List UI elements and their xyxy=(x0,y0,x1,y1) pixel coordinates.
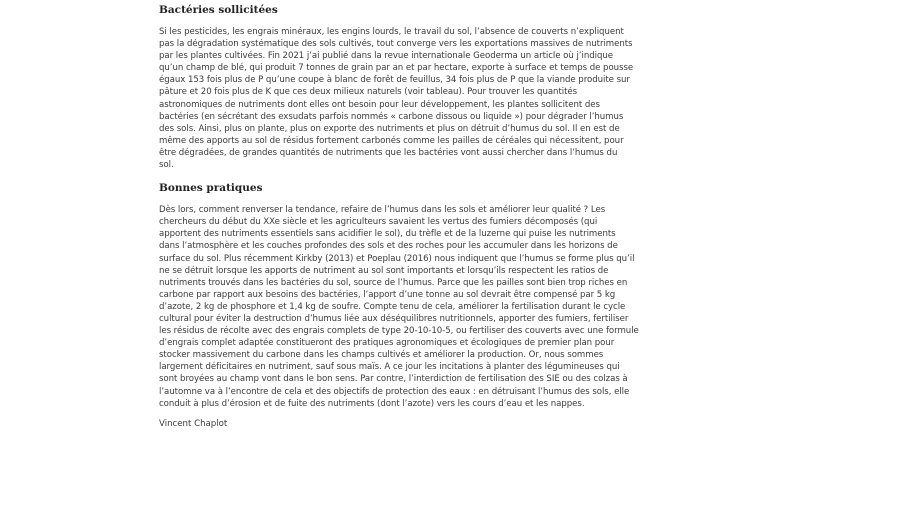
text-line: être dégradées, de grandes quantités de nutriments que les bactéries vont aussi chercher dans l’humus du xyxy=(159,147,618,158)
paragraph-bonnes-pratiques xyxy=(159,204,704,410)
section-spacer xyxy=(159,171,704,178)
text-line: égaux 153 fois plus de P qu’une coupe à blanc de forêt de feuillus, 34 fois plus de P que la viande produite sur xyxy=(159,75,630,86)
text-line: ne se détruit lorsque les apports de nutriment au sol sont importants et lorsqu’ils respectent les ratios de xyxy=(159,265,609,276)
text-line: qu’un champ de blé, qui produit 7 tonnes de grain par an et par hectare, exporte à surface et temps de pousse xyxy=(159,63,634,74)
text-line: pâture et 20 fois plus de K que ces deux milieux naturels (voir tableau). Pour trouver les quantités xyxy=(159,87,578,98)
text-line: Dès lors, comment renverser la tendance, refaire de l’humus dans les sols et améliorer leur qualité ? Les xyxy=(159,205,606,216)
text-line: l’automne va à l’encontre de cela et des objectifs de protection des eaux : en détruisant l’humus des sols, elle xyxy=(159,386,630,397)
text-line: bactéries (en sécrétant des exsudats parfois nommés « carbone dissous ou liquide ») pour dégrader l’humus xyxy=(159,111,624,122)
text-line: carbone par rapport aux besoins des bactéries, l’apport d’une tonne au sol devrait être compensé par 5 kg xyxy=(159,289,616,300)
text-line: des sols. Ainsi, plus on plante, plus on exporte des nutriments et plus on détruit d’humus du sol. Il en est de xyxy=(159,123,620,134)
text-line: sol. xyxy=(159,160,174,171)
text-line: conduit à plus d’érosion et de fuite des nutriments (dont l’azote) vers les cours d’eau et les nappes. xyxy=(159,398,585,409)
paragraph-bacteries xyxy=(159,26,704,171)
text-line: astronomiques de nutriments dont elles ont besoin pour leur développement, les plantes sollicitent des xyxy=(159,99,600,110)
text-line: dans l’atmosphère et les couches profondes des sols et des roches pour les accumuler dans les horizons de xyxy=(159,241,618,252)
text-line: les résidus de récolte avec des engrais complets de type 20-10-10-5, ou fertiliser des couverts avec une formule xyxy=(159,326,639,337)
text-line: d’azote, 2 kg de phosphore et 1,4 kg de soufre. Compte tenu de cela, améliorer la fertilisation durant le cycle xyxy=(159,301,626,312)
text-line: surface du sol. Plus récemment Kirkby (2013) et Poeplau (2016) nous indiquent que l’humus se forme plus qu’il xyxy=(159,253,635,264)
article-column xyxy=(159,0,704,430)
section-heading-bonnes-pratiques: Bonnes pratiques xyxy=(159,182,263,195)
text-line: nutriments trouvés dans les bactéries du sol, source de l’humus. Parce que les pailles sont bien trop riches en xyxy=(159,277,628,288)
text-line: chercheurs du début du XXe siècle et les agriculteurs savaient les vertus des fumiers décomposés (qui xyxy=(159,217,598,228)
section-heading-bacteries: Bactéries sollicitées xyxy=(159,4,278,16)
text-line: cultural pour éviter la destruction d’humus liée aux déséquilibres nutritionnels, apporter des fumiers, fertiliser xyxy=(159,313,629,324)
text-line: apportent des nutriments essentiels sans acidifier le sol), du trèfle et de la luzerne qui puise les nutriments xyxy=(159,229,616,240)
text-line: pas la dégradation systématique des sols cultivés, tout converge vers les exportations massives de nutriments xyxy=(159,39,633,50)
text-line: Si les pesticides, les engrais minéraux, les engins lourds, le travail du sol, l’absence de couverts n’expliquent xyxy=(159,27,624,37)
author-signature: Vincent Chaplot xyxy=(159,418,228,429)
text-line: stocker massivement du carbone dans les champs cultivés et améliorer la production. Or, nous sommes xyxy=(159,350,604,361)
text-line: par les plantes cultivées. Fin 2021 j’ai publié dans la revue internationale Geoderma un article où j’indique xyxy=(159,51,613,62)
text-line: d’engrais complet adaptée constitueront des pratiques agronomiques et écologiques de premier plan pour xyxy=(159,338,615,349)
text-line: même des apports au sol de résidus fortement carbonés comme les pailles de céréales qui nécessitent, pour xyxy=(159,135,624,146)
text-line: largement déficitaires en nutriment, sauf sous maïs. A ce jour les incitations à planter des légumineuses qui xyxy=(159,362,620,373)
text-line: sont broyées au champ vont dans le bon sens. Par contre, l’interdiction de fertilisation des SIE ou des colzas à xyxy=(159,374,628,385)
